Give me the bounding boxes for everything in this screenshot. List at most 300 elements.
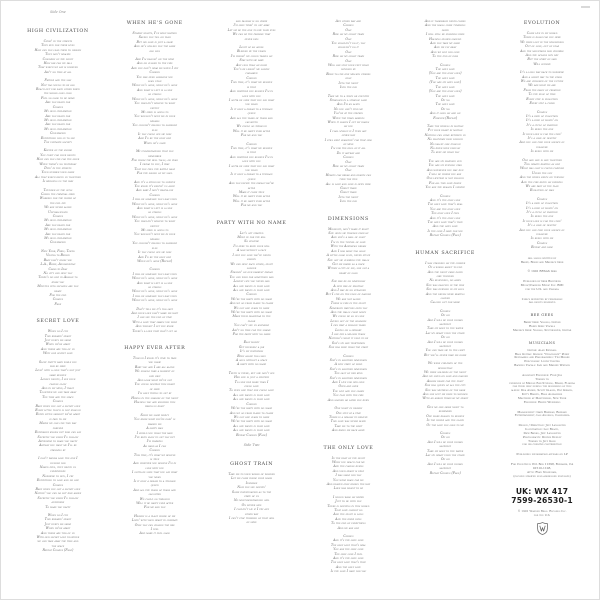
lyric-stanza <box>422 361 468 401</box>
lyric-line: Only you can change the way <box>134 522 175 527</box>
lyric-line: Take me to your world of wonder <box>228 471 275 476</box>
lyric-line: It's a case of destiny <box>527 135 557 140</box>
lyric-line: Oh oh <box>440 313 450 318</box>
lyric-line: And we fly away <box>434 45 457 50</box>
lyric-line: I'm working <box>146 439 163 444</box>
lyric-line: The ultimate society <box>43 139 72 144</box>
lyric-line: No you can't find me <box>333 106 363 111</box>
lyric-line: When it leaves I get my hands <box>327 119 370 124</box>
credit-line: Backing Vocals: Iain and Marnie Watson <box>514 363 571 368</box>
lyrics-column <box>302 8 394 594</box>
lyric-line: Oh oh <box>440 335 450 340</box>
song-title: SECRET LOVE <box>36 319 80 325</box>
lyric-line: Chorus <box>52 104 64 109</box>
lyric-line: All she wants is your love <box>233 397 270 402</box>
lyric-line: Anywhere to make you happy <box>38 438 78 443</box>
lyric-line: I will still be standing here <box>425 32 465 37</box>
lyric-line: If you could see me now <box>138 131 172 136</box>
lyric-line: on you <box>343 124 353 129</box>
lyric-line: Ghost train <box>340 186 357 191</box>
lyric-line: L.A., Rome, Afghanistan <box>40 262 76 267</box>
lyric-line: Chorus <box>343 155 354 160</box>
lyric-line: Repeat Chorus (Fade) <box>42 548 74 553</box>
lyric-line: When he's gone, when he's gone <box>132 201 178 206</box>
lyric-line: Will it be happy ever after <box>233 198 271 203</box>
lyric-line: All she wants is your love <box>233 428 270 433</box>
lyric-line: Just hurts me more <box>44 521 72 526</box>
lyric-stanza <box>327 495 369 530</box>
lyric-line: Move in for the kill <box>237 235 266 240</box>
lyric-line: And the night is long <box>333 512 364 517</box>
lyric-line: (You are my only love) <box>429 80 461 85</box>
credit-line: Illustration: Lou Beach, <box>525 427 559 432</box>
credit-line: Photography: Dennis Keeley <box>522 434 562 439</box>
lyric-line: I will be someone you lean upon <box>132 271 177 276</box>
lyric-line: Ain't no time at all <box>44 69 72 74</box>
lyric-line: For the saving of my soul <box>136 171 173 176</box>
lyric-line: One more reason to believe <box>426 413 465 418</box>
lyric-line: Of the love you gave to me <box>426 422 464 427</box>
lyric-line: With an arrow through my heart <box>422 396 469 401</box>
lyric-line: A new way of emotion <box>333 283 364 288</box>
lyric-line: We could be so in love <box>332 314 365 319</box>
lyric-line: When you reach for me <box>332 459 365 464</box>
lyric-line: So sincere <box>244 239 259 244</box>
lyric-line: I'm only trying to get by <box>137 391 172 396</box>
lyric-line: And wherever you may run <box>426 167 464 172</box>
lyric-line: She got me climbing the walls <box>327 257 370 262</box>
lyric-line: Anyway you want me I'll be <box>39 443 77 448</box>
lyric-line: To the edge of time <box>528 92 556 97</box>
lyric-stanza <box>326 19 370 90</box>
lyric-line: The only love that's true <box>330 560 366 565</box>
credit-line: everyone at Middle Ear Studios, Miami, Florida <box>509 380 575 385</box>
lyric-stanza <box>425 159 465 190</box>
lyric-line: And we go from flame to flame <box>229 301 274 306</box>
lyric-line: She was burning in my soul <box>426 287 465 292</box>
lyric-line: The only love that's true <box>427 220 463 225</box>
lyric-line: Chorus <box>343 353 354 358</box>
lyric-line: What was lost is found forever <box>520 166 564 171</box>
lyric-line: Is the love I have for you <box>427 228 463 233</box>
lyric-line: For the party with no name <box>232 332 271 336</box>
credit-line: album: Dea Andre, Scott Glasel, Pat Gibson, <box>511 388 573 393</box>
lyric-line: It's my invitation <box>240 349 264 354</box>
lyric-line: In being the one <box>530 127 554 132</box>
lyric-line: You shouldn't do it, you <box>331 41 366 46</box>
lyric-line: And if tomorrow never comes <box>424 19 466 23</box>
lyric-line: Make it come true <box>238 190 265 195</box>
lyric-line: Do it anyway and <box>336 150 361 155</box>
lyric-line: Chorus <box>536 240 548 245</box>
lyric-line: And heaven only knows the way <box>326 481 371 486</box>
lyric-line: And I will be your human <box>427 439 463 444</box>
lyric-line: We're the party with no name <box>231 296 273 301</box>
lyric-line: And we go from flame to flame <box>229 410 274 415</box>
credit-line: Bass Guitar: George "Chocolate" Perry <box>514 351 570 356</box>
lyric-line: I still keep searchin' for that girl <box>324 137 373 142</box>
lyric-line: My understanding that you <box>135 149 174 154</box>
lyric-line: Working for the power of <box>39 196 77 201</box>
lyric-line: You were made for me <box>333 477 364 482</box>
lyric-line: other way <box>244 511 259 516</box>
credit-line: Attn: Ryan Stoneham, <box>526 469 558 474</box>
lyric-line: Everything to lose and no one <box>36 478 79 483</box>
lyric-line: state of us <box>244 493 259 498</box>
lyric-line: Under the sun <box>531 170 553 175</box>
lyric-line: never dies <box>244 36 259 41</box>
credit-line: Barry, Robin and Maurice Gibb <box>520 259 564 264</box>
lyric-line: Ooh <box>345 49 352 54</box>
lyric-line: Let me be the one to dry your eyes <box>227 27 276 32</box>
lyric-line: And whether you believe I'm in <box>230 154 273 159</box>
lyric-line: you mean <box>148 474 161 479</box>
lyric-line: And there are two of us <box>41 530 75 535</box>
lyric-line: She's in another dimension <box>329 375 368 380</box>
lyric-stanza <box>424 309 466 357</box>
lyric-line: Take the wheels in motion <box>427 123 464 128</box>
lyric-line: sacrifice <box>439 321 452 326</box>
lyric-line: A happy man <box>146 426 164 431</box>
lyric-line: love with you <box>145 465 164 470</box>
lyric-line: Nothing can come between us <box>424 132 466 137</box>
lyric-line: She was mine from the start <box>328 345 369 350</box>
lyric-line: lean upon <box>148 79 162 84</box>
lyric-line: In being with me <box>530 149 554 154</box>
lyric-line: Show me some mercy <box>140 412 170 417</box>
lyric-line: Into the day <box>339 199 357 204</box>
lyric-line: Repeat and fade <box>531 245 553 250</box>
lyric-line: Take my body to the water <box>427 448 464 453</box>
lyric-line: And what is left is a love <box>137 87 173 92</box>
lyric-stanza <box>132 149 178 175</box>
lyric-line: This breakin' heart <box>44 517 72 522</box>
lyric-line: And the mountains may crumble <box>520 48 564 53</box>
lyric-line: For me and you <box>240 203 263 208</box>
lyric-line: Is the love I have for you <box>330 569 367 574</box>
lyric-line: We can help each other, night <box>230 261 273 266</box>
lyric-line: Together we can take away <box>39 390 77 395</box>
lyric-line: You are the reason I survive <box>425 185 465 190</box>
lyric-line: ready <box>54 288 62 293</box>
lyrics-column <box>496 8 588 594</box>
lyric-line: One step at a time <box>335 410 361 415</box>
lyric-line: And I was born too soon <box>331 248 366 253</box>
lyric-line: But I live on the edge of danger <box>325 292 371 297</box>
lyric-line: love with you <box>242 159 261 164</box>
lyric-stanza <box>425 19 466 59</box>
lyric-line: Baby don't know you <box>43 257 73 262</box>
lyric-line: Holding higher ground <box>429 36 462 41</box>
lyric-line: And I will be your human <box>427 317 463 322</box>
lyric-line: know you <box>51 279 65 284</box>
lyric-line: Baby when you got a secret love <box>35 486 81 491</box>
lyric-line: When he's gone, when he's gone <box>132 298 178 303</box>
lyric-line: I swear to you, I pray <box>139 162 170 167</box>
lyric-line: You'd be leavin' me lonely <box>233 67 270 72</box>
lyric-stanza <box>429 63 462 120</box>
lyric-line: Livin' with your heart in company <box>131 518 178 523</box>
credit-line: Assistant Engineer: Femi Jiya <box>522 372 562 377</box>
lyric-stanza <box>520 70 564 105</box>
lyric-line: We could go through <box>236 124 267 129</box>
lyric-line: The only love <box>435 93 455 98</box>
lyric-line: There's a love that won't let go <box>132 328 178 333</box>
credit-line: Music/Careers Music Inc. BMI <box>520 283 564 287</box>
lyric-stanza <box>35 456 82 509</box>
lyric-stanza <box>228 19 276 41</box>
lyric-line: And he's selling you the same <box>134 44 176 49</box>
lyric-line: Blinded by the vision <box>237 49 267 54</box>
lyric-line: I will be someone you lean upon <box>132 293 177 298</box>
lyric-line: remember <box>148 153 162 158</box>
lyric-line: Ooh <box>345 27 352 32</box>
lyric-line: Ride on my ghost train <box>332 32 365 37</box>
lyric-line: Nothin' you can do but rise above <box>34 491 82 496</box>
lyric-line: You are the only love <box>333 547 364 552</box>
lyric-line: Every step a climb <box>529 101 555 106</box>
lyric-line: Are you ready for <box>45 100 71 105</box>
lyric-line: You could destroy this heart <box>134 382 175 387</box>
lyric-line: dreams <box>150 236 160 241</box>
lyric-line: All she wants is your love <box>233 392 270 397</box>
lyric-line: wrong is right <box>144 404 165 409</box>
lyric-line: And the only love <box>432 224 458 229</box>
lyric-line: Easy money <box>243 340 260 345</box>
lyric-stanza <box>41 329 75 355</box>
song-title: HIGH CIVILIZATION <box>27 29 89 34</box>
lyric-line: Ghost train <box>340 190 357 195</box>
lyric-line: Chorus <box>246 292 257 297</box>
lyric-line: The last of her kind <box>334 371 363 376</box>
lyric-line: We were lost in the wilderness <box>520 39 564 44</box>
lyric-line: Of a world about to end <box>428 265 463 270</box>
lyric-line: Civilization <box>49 131 66 136</box>
lyric-stanza <box>40 188 76 245</box>
credits-block <box>527 270 556 274</box>
lyric-line: And it goes on and on <box>429 111 461 116</box>
lyric-line: you home <box>148 360 162 365</box>
lyric-line: I can dry a million tears <box>331 332 366 336</box>
lyric-line: Though I know it's time to take <box>133 356 177 360</box>
lyric-line: I gotta be sure that you say what <box>131 470 178 475</box>
lyric-line: anywhere <box>51 500 65 505</box>
lyric-stanza <box>520 110 565 154</box>
lyric-line: Chorus <box>440 62 451 67</box>
song-title: DIMENSIONS <box>327 216 369 222</box>
lyric-line: Chorus <box>343 23 354 28</box>
lyric-line: Take my body to the water <box>427 326 464 331</box>
lyric-line: Got me bored as a rock <box>332 261 365 266</box>
lyric-line: On either side <box>241 502 262 507</box>
lyric-stanza <box>230 231 274 337</box>
lyric-line: And no closer to the fire <box>136 61 173 66</box>
lyric-line: I give you love you've never <box>232 252 271 257</box>
lyric-line: You wouldn't deny me in your <box>134 114 176 119</box>
lyric-line: Put your heart in motion <box>427 128 463 133</box>
lyric-line: Standin' on our darkest dream <box>230 270 273 275</box>
song-title: GHOST TRAIN <box>230 461 274 467</box>
lyric-line: known <box>247 257 256 262</box>
lyric-line: Comes the criminal mind <box>40 192 75 196</box>
lyric-line: And your love don't make me wait <box>131 310 178 315</box>
lyric-line: else <box>151 245 158 250</box>
lyric-line: candle glow <box>49 381 67 386</box>
lyric-line: Hiding in the shadow of the night <box>131 395 179 400</box>
lyric-line: may be mine <box>50 364 66 368</box>
copyright-block <box>518 510 567 539</box>
lyric-line: You know it's keepin' us alive <box>134 184 175 188</box>
lyric-line: I would walk on water <box>332 494 364 499</box>
side-label: Side Two <box>243 442 260 447</box>
lyric-line: running by <box>341 67 356 72</box>
lyric-line: Light of an angel <box>239 45 264 50</box>
lyric-line: Who can stop your feet from <box>328 63 369 68</box>
lyric-line: heart of gold <box>339 270 358 275</box>
lyric-line: you mean <box>245 102 258 107</box>
lyric-line: If your love is for the livin' <box>522 131 562 136</box>
lyric-line: Ride on my ghost train <box>332 164 365 168</box>
lyric-line: And what is left is a love <box>137 280 173 285</box>
lyric-line: The only love <box>435 102 455 107</box>
lyric-line: Midnight, don't make it right <box>328 226 369 231</box>
lyric-line: A soul without a space <box>235 358 268 363</box>
lyric-line: That love cannot do <box>334 508 363 512</box>
lyric-line: When we're apart <box>45 526 71 531</box>
lyric-line: Repeat Chorus (Fade) <box>429 470 461 475</box>
lyric-line: hunger for <box>50 460 66 465</box>
lyric-line: longer <box>246 265 257 270</box>
lyric-line: so strong <box>148 92 162 97</box>
lyric-line: From the dawn of creation <box>523 87 561 92</box>
credits-block <box>521 257 563 265</box>
lyric-stanza <box>520 158 564 193</box>
lyric-line: Are you ready for <box>45 222 71 227</box>
lyric-line: Chorus <box>149 192 160 197</box>
lyric-line: And you take my hand <box>430 41 461 46</box>
lyric-line: You are my morning sun <box>428 158 462 163</box>
lyric-line: pleasure <box>536 144 548 149</box>
lyric-line: We're the party with no name <box>231 419 273 424</box>
lyric-line: Cairo to Iran <box>48 266 68 271</box>
credits-block <box>518 424 565 447</box>
lyric-line: The only love that's real <box>330 542 366 547</box>
song-title: HUMAN SACRIFICE <box>415 250 476 256</box>
lyric-line: And I'd be the only one <box>138 136 172 141</box>
song-title: WHEN HE'S GONE <box>126 21 183 26</box>
lyric-stanza <box>327 456 370 491</box>
lyric-line: You play with the fire <box>333 393 364 398</box>
lyric-line: My high civilization <box>44 126 72 131</box>
lyric-line: Chorus <box>52 297 64 302</box>
lyric-line: Nothing's what it used to be <box>328 336 369 341</box>
lyric-line: Civilization <box>49 240 66 245</box>
credits-block <box>509 374 575 405</box>
lyric-line: extent <box>150 223 160 228</box>
lyric-line: Maybe we can live this way <box>39 421 77 426</box>
credit-line: Thanks to Jeff Gold <box>528 438 556 443</box>
lyric-line: Living out of the shadows <box>330 318 367 323</box>
lyric-stanza <box>132 307 178 333</box>
lyric-line: And in my mind, I trace <box>41 386 75 391</box>
lyric-line: Take me to the limit <box>334 423 363 428</box>
lyric-line: And we live for love <box>430 49 460 54</box>
credit-line: Barry Gibb: Vocals, Guitar <box>523 320 561 325</box>
lyric-line: All she wants is your love <box>233 423 270 428</box>
lyric-line: so strong <box>148 210 162 215</box>
lyric-line: You may need someone you <box>136 74 173 79</box>
lyric-line: Chorus <box>52 214 64 219</box>
lyric-line: Will it be happy ever after <box>233 194 271 199</box>
lyric-line: Within a city of sin, she got a <box>327 266 370 271</box>
lyric-line: And sooner or later you burn <box>327 397 370 402</box>
columns <box>12 8 588 594</box>
lyric-line: Will it be happy ever after <box>233 128 271 133</box>
lyric-line: laughter <box>148 492 161 497</box>
lyric-line: Let's get started <box>239 230 264 235</box>
lyric-line: I'm here to bend your will <box>233 243 270 248</box>
lyric-line: You couldn't belong to someone <box>132 241 178 246</box>
lyric-line: is true <box>246 150 257 155</box>
song-title: EVOLUTION <box>523 21 561 26</box>
lyric-line: To love her more than I <box>234 379 269 384</box>
lyric-line: I feel <box>150 527 159 532</box>
lyric-line: love with you <box>242 93 261 98</box>
lyric-line: Reach out for each other when <box>36 87 80 92</box>
lyric-line: And the wheel keeps on turning <box>519 175 565 180</box>
lyric-line: To even one that she could love <box>229 388 274 393</box>
lyric-line: And the drums were beating <box>425 291 465 296</box>
lyric-line: the space <box>51 543 65 548</box>
lyric-line: Everybody knows but who can say <box>34 430 81 435</box>
lyric-line: down <box>441 27 449 32</box>
lyric-line: Some investigation as to the <box>232 489 272 494</box>
lyric-stanza <box>325 94 372 204</box>
lyric-stanza <box>236 340 267 366</box>
lyric-line: Fade <box>54 301 62 306</box>
lyric-line: Give me one more night to <box>426 404 464 409</box>
lyric-stanza <box>520 31 564 66</box>
lyric-line: A party with no name <box>237 362 267 367</box>
lyric-line: We could go through <box>139 496 170 501</box>
lyric-line: I can't stop thinking of that girl <box>228 516 275 520</box>
credit-line: Keyboards and Programming: Tim Moore <box>514 355 570 360</box>
lyric-line: Feel so good to be home <box>41 95 75 100</box>
credit-line: Kitty Brown, Ross Alexander <box>521 392 563 397</box>
lyric-line: Will survive <box>533 61 551 66</box>
lyric-line: else <box>151 127 158 132</box>
lyric-line: We're the party with no name <box>231 406 273 411</box>
lyric-line: As hard as I can <box>143 443 167 448</box>
lyric-line: pleasure <box>536 232 548 237</box>
lyric-line: It's a case of destiny <box>527 223 557 228</box>
lyric-line: New York, Paris, Tokyo <box>41 248 75 253</box>
lyric-line: queen <box>247 111 256 116</box>
lyric-line: I've been slow to get you but <box>134 434 175 439</box>
lyric-line: When he's gone, when he's gone <box>132 96 178 101</box>
lyric-line: If your love is for the livin' <box>522 218 562 223</box>
lyric-line: In being the one <box>530 214 554 219</box>
lyric-line: It's a long way back to nowhere <box>520 70 564 75</box>
lyric-line: All that which keeps us together <box>34 174 81 179</box>
lyric-line: Father and the son <box>44 78 72 83</box>
lyric-line: There is fire in the night <box>330 301 366 306</box>
lyrics-column <box>109 8 201 594</box>
lyric-line: Minutes into seconds are you <box>37 284 79 289</box>
lyric-stanza <box>35 148 81 183</box>
lyric-line: is true <box>150 456 160 461</box>
lyric-line: and passion is no crime <box>235 19 268 23</box>
